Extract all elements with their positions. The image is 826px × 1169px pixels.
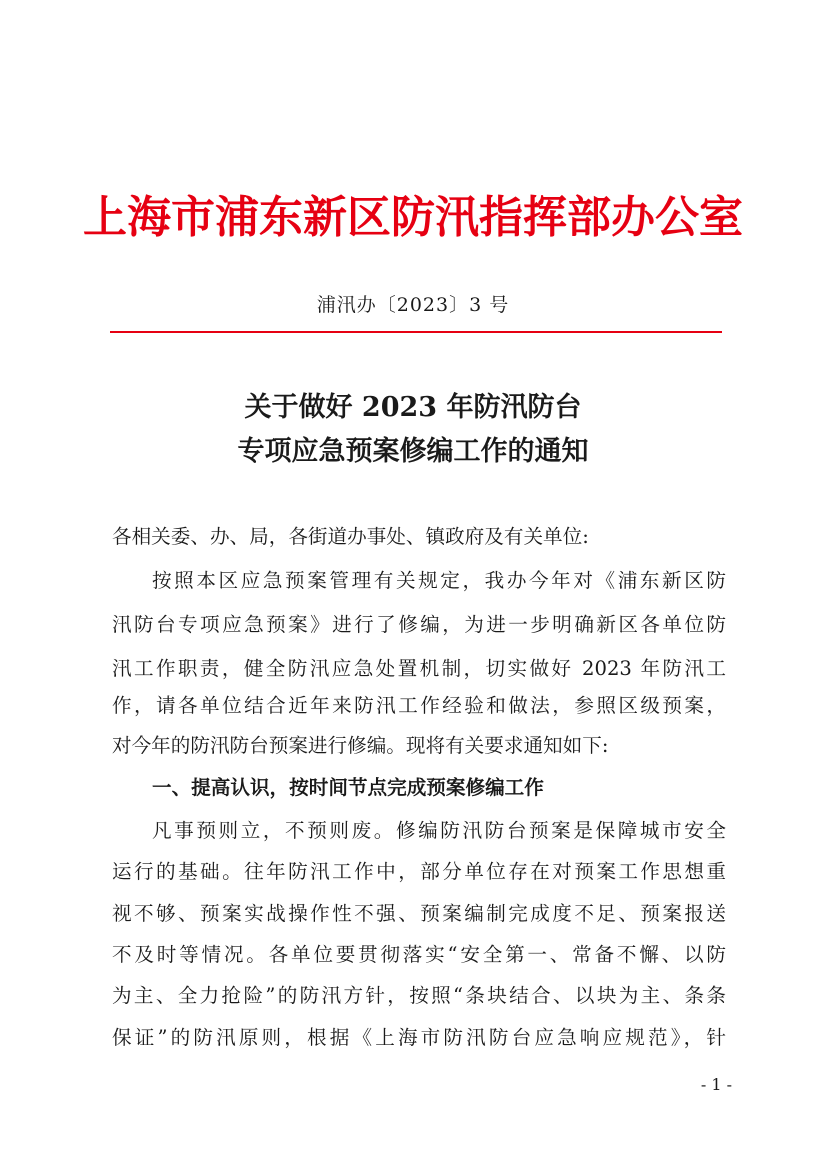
paragraph-2-line-2: 运行的基础。往年防汛工作中，部分单位存在对预案工作思想重 (112, 860, 726, 883)
paragraph-2-line-3: 视不够、预案实战操作性不强、预案编制完成度不足、预案报送 (112, 902, 726, 925)
paragraph-1-line-1: 按照本区应急预案管理有关规定，我办今年对《浦东新区防 (152, 569, 726, 592)
red-divider-line (110, 331, 722, 333)
salutation: 各相关委、办、局，各街道办事处、镇政府及有关单位: (112, 525, 589, 548)
document-title-line-1: 关于做好 2023 年防汛防台 (244, 392, 582, 423)
paragraph-1-line-3: 汛工作职责，健全防汛应急处置机制，切实做好 2023 年防汛工 (112, 657, 726, 680)
paragraph-1-line-4: 作，请各单位结合近年来防汛工作经验和做法，参照区级预案， (112, 694, 726, 717)
issuing-office-header: 上海市浦东新区防汛指挥部办公室 (83, 192, 743, 243)
document-title-line-2: 专项应急预案修编工作的通知 (237, 436, 589, 467)
paragraph-2-line-5: 为主、全力抢险”的防汛方针，按照“条块结合、以块为主、条条 (112, 984, 726, 1007)
paragraph-1-line-2: 汛防台专项应急预案》进行了修编，为进一步明确新区各单位防 (112, 613, 726, 636)
document-number: 浦汛办〔2023〕3 号 (316, 294, 510, 316)
paragraph-2-line-4: 不及时等情况。各单位要贯彻落实“安全第一、常备不懈、以防 (112, 943, 726, 966)
paragraph-2-line-6: 保证”的防汛原则，根据《上海市防汛防台应急响应规范》，针 (112, 1026, 726, 1049)
section-1-heading: 一、提高认识，按时间节点完成预案修编工作 (152, 776, 544, 799)
paragraph-2-line-1: 凡事预则立，不预则废。修编防汛防台预案是保障城市安全 (152, 819, 726, 842)
page-number: - 1 - (700, 1075, 732, 1094)
paragraph-1-line-5: 对今年的防汛防台预案进行修编。现将有关要求通知如下: (112, 734, 609, 757)
